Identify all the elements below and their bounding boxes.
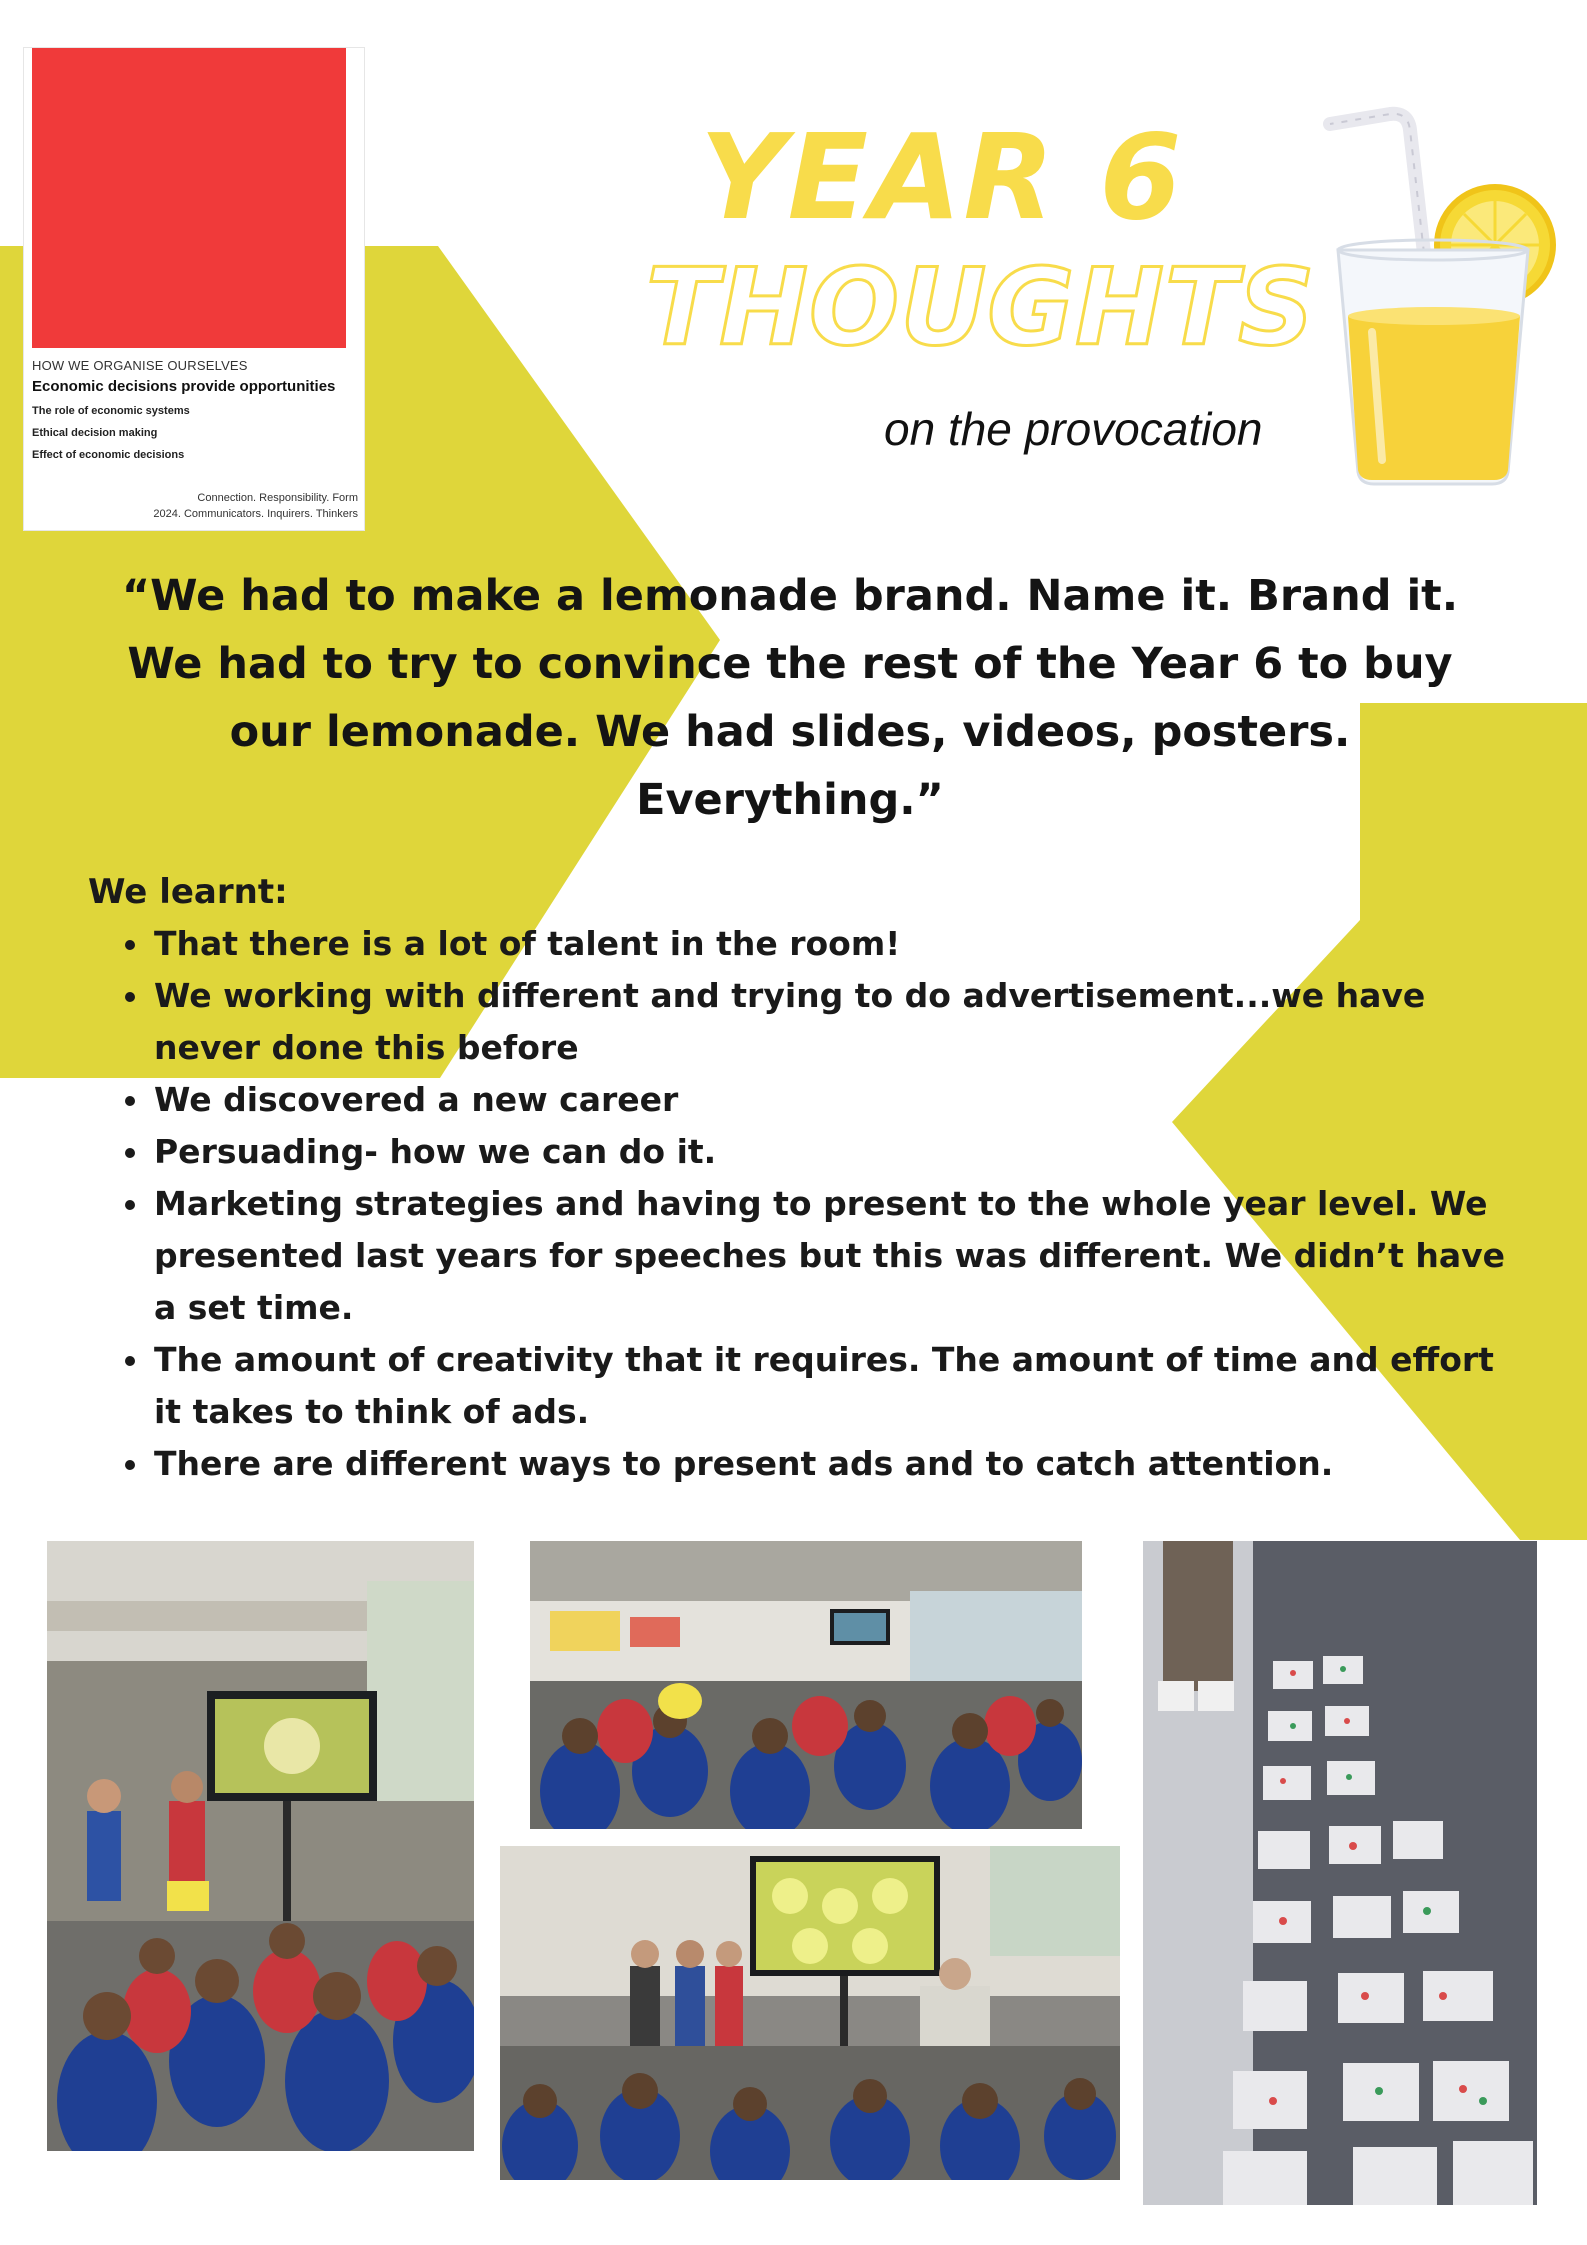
list-item: • We working with different and trying to do advertisement...we have never done this before xyxy=(152,970,1508,1074)
list-item: • The amount of creativity that it requires. The amount of time and effort it takes to think of ads. xyxy=(152,1334,1508,1438)
key-concepts: Connection. Responsibility. Form xyxy=(197,492,358,504)
photo-students-presenting xyxy=(47,1541,474,2151)
learnt-heading: We learnt: xyxy=(88,872,288,912)
list-item: • There are different ways to present ads and to catch attention. xyxy=(152,1438,1508,1490)
unit-card-footer xyxy=(153,490,358,522)
line-of-inquiry-2: Ethical decision making xyxy=(32,427,158,439)
transdisciplinary-theme: HOW WE ORGANISE OURSELVES xyxy=(32,358,248,373)
subtitle: on the provocation xyxy=(884,403,1263,455)
central-idea: Economic decisions provide opportunities xyxy=(32,378,336,395)
photo-presentation-lemon-slide xyxy=(500,1846,1120,2180)
unit-of-inquiry-card xyxy=(24,48,364,530)
photo-classroom-audience xyxy=(530,1541,1082,1829)
unit-card-text xyxy=(32,358,362,461)
list-item: • Marketing strategies and having to present to the whole year level. We presented last years for speeches but this was different. We didn’t have a set time. xyxy=(152,1178,1508,1334)
student-quote: “We had to make a lemonade brand. Name it. Brand it. We had to try to convince the rest of the Year 6 to buy our lemonade. We had slides, videos, posters. Everything.” xyxy=(121,571,1459,825)
photo-papers-on-floor xyxy=(1143,1541,1537,2205)
learnt-list xyxy=(88,918,1508,1490)
line-of-inquiry-1: The role of economic systems xyxy=(32,405,190,417)
list-item: • Persuading- how we can do it. xyxy=(152,1126,1508,1178)
learner-attributes: 2024. Communicators. Inquirers. Thinkers xyxy=(153,508,358,520)
title-thoughts: THOUGHTS xyxy=(646,246,1316,369)
list-item: • We discovered a new career xyxy=(152,1074,1508,1126)
red-square-graphic xyxy=(32,48,346,348)
line-of-inquiry-3: Effect of economic decisions xyxy=(32,449,185,461)
list-item: • That there is a lot of talent in the room! xyxy=(152,918,1508,970)
learnt-section xyxy=(88,872,1508,1490)
lemonade-glass-icon xyxy=(1290,100,1587,490)
title-year-6: YEAR 6 xyxy=(700,108,1184,246)
